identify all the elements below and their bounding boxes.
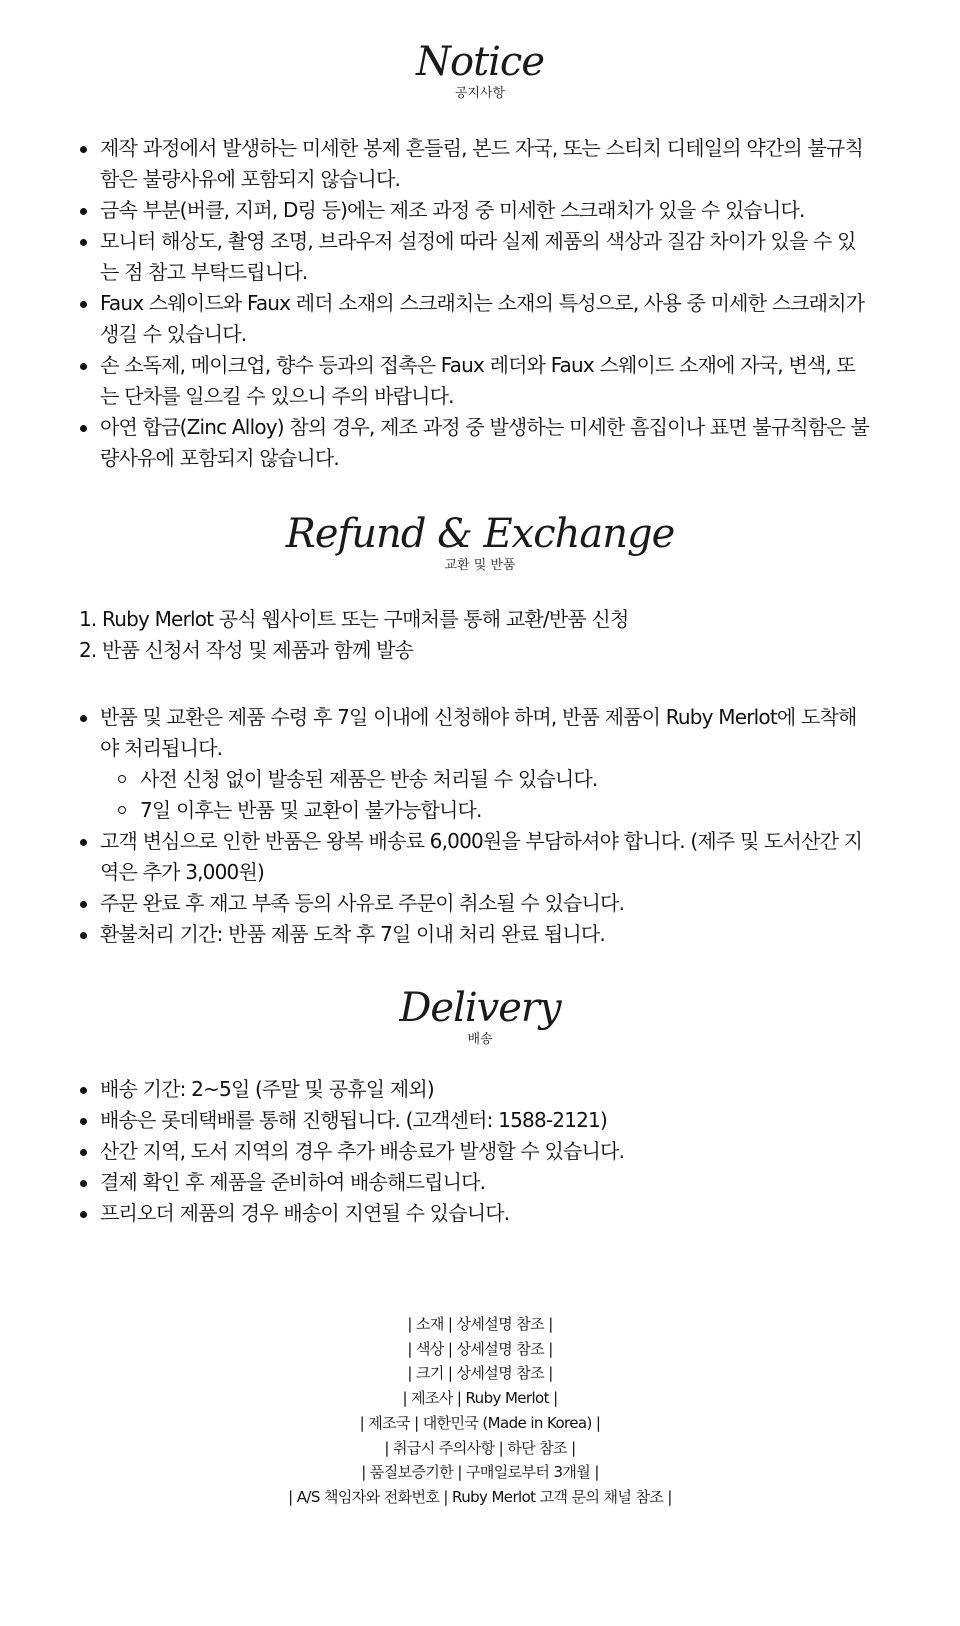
bullet-icon: [80, 146, 87, 153]
bullet-icon: [80, 901, 87, 908]
spec-origin: | 제조국 | 대한민국 (Made in Korea) |: [359, 1413, 601, 1432]
list-item: 주문 완료 후 재고 부족 등의 사유로 주문이 취소될 수 있습니다.: [0, 888, 870, 919]
bullet-icon: [80, 1211, 87, 1218]
list-item: 모니터 해상도, 촬영 조명, 브라우저 설정에 따라 실제 제품의 색상과 질감 차이가 있을 수 있는 점 참고 부탁드립니다.: [0, 226, 870, 288]
bullet-icon: [80, 1087, 87, 1094]
list-item: 고객 변심으로 인한 반품은 왕복 배송료 6,000원을 부담하셔야 합니다. (제주 및 도서산간 지역은 추가 3,000원): [0, 826, 870, 888]
refund-policy-list: [0, 702, 870, 950]
circle-bullet-icon: [118, 775, 126, 783]
bullet-icon: [80, 363, 87, 370]
list-item: 반품 및 교환은 제품 수령 후 7일 이내에 신청해야 하며, 반품 제품이 Ruby Merlot에 도착해야 처리됩니다.: [0, 702, 870, 764]
sub-list-item: 사전 신청 없이 발송된 제품은 반송 처리될 수 있습니다.: [0, 764, 870, 795]
refund-steps: [0, 604, 628, 666]
refund-header: [0, 512, 960, 574]
refund-title: Refund & Exchange: [285, 511, 675, 557]
bullet-icon: [80, 932, 87, 939]
delivery-title: Delivery: [399, 985, 561, 1031]
list-item: 아연 합금(Zinc Alloy) 참의 경우, 제조 과정 중 발생하는 미세한 흠집이나 표면 불규칙함은 불량사유에 포함되지 않습니다.: [0, 412, 870, 474]
notice-header: [0, 40, 960, 102]
bullet-icon: [80, 239, 87, 246]
bullet-icon: [80, 839, 87, 846]
sub-list-item: 7일 이후는 반품 및 교환이 불가능합니다.: [0, 795, 870, 826]
delivery-header: [0, 986, 960, 1048]
bullet-icon: [80, 715, 87, 722]
spec-color: | 색상 | 상세설명 참조 |: [407, 1339, 553, 1358]
list-item: 배송은 롯데택배를 통해 진행됩니다. (고객센터: 1588-2121): [0, 1105, 870, 1136]
spec-warranty: | 품질보증기한 | 구매일로부터 3개월 |: [361, 1463, 599, 1482]
bullet-icon: [80, 1118, 87, 1125]
list-item: 프리오더 제품의 경우 배송이 지연될 수 있습니다.: [0, 1198, 870, 1229]
spec-size: | 크기 | 상세설명 참조 |: [407, 1364, 553, 1383]
delivery-list: [0, 1074, 870, 1229]
bullet-icon: [80, 301, 87, 308]
step-item: 1. Ruby Merlot 공식 웹사이트 또는 구매처를 통해 교환/반품 신청: [79, 607, 629, 631]
spec-manufacturer: | 제조사 | Ruby Merlot |: [402, 1389, 558, 1408]
list-item: 산간 지역, 도서 지역의 경우 추가 배송료가 발생할 수 있습니다.: [0, 1136, 870, 1167]
notice-list: [0, 133, 870, 474]
spec-material: | 소재 | 상세설명 참조 |: [407, 1315, 553, 1333]
step-item: 2. 반품 신청서 작성 및 제품과 함께 발송: [79, 638, 414, 662]
list-item: 제작 과정에서 발생하는 미세한 봉제 흔들림, 본드 자국, 또는 스티치 디테일의 약간의 불규칙함은 불량사유에 포함되지 않습니다.: [0, 133, 870, 195]
list-item: 금속 부분(버클, 지퍼, D링 등)에는 제조 과정 중 미세한 스크래치가 있을 수 있습니다.: [0, 195, 870, 226]
list-item: 배송 기간: 2~5일 (주말 및 공휴일 제외): [0, 1074, 870, 1105]
product-spec-list: [0, 1312, 960, 1510]
spec-care: | 취급시 주의사항 | 하단 참조 |: [384, 1438, 576, 1457]
spec-as-contact: | A/S 책임자와 전화번호 | Ruby Merlot 고객 문의 채널 참조 |: [288, 1487, 672, 1506]
refund-subtitle: 교환 및 반품: [444, 558, 516, 573]
notice-title: Notice: [415, 39, 545, 85]
circle-bullet-icon: [118, 806, 126, 814]
bullet-icon: [80, 208, 87, 215]
list-item: 결제 확인 후 제품을 준비하여 배송해드립니다.: [0, 1167, 870, 1198]
bullet-icon: [80, 1149, 87, 1156]
bullet-icon: [80, 1180, 87, 1187]
notice-subtitle: 공지사항: [454, 86, 506, 101]
delivery-subtitle: 배송: [467, 1032, 493, 1047]
bullet-icon: [80, 425, 87, 432]
list-item: 손 소독제, 메이크업, 향수 등과의 접촉은 Faux 레더와 Faux 스웨이드 소재에 자국, 변색, 또는 단차를 일으킬 수 있으니 주의 바랍니다.: [0, 350, 870, 412]
list-item: 환불처리 기간: 반품 제품 도착 후 7일 이내 처리 완료 됩니다.: [0, 919, 870, 950]
list-item: Faux 스웨이드와 Faux 레더 소재의 스크래치는 소재의 특성으로, 사용 중 미세한 스크래치가 생길 수 있습니다.: [0, 288, 870, 350]
